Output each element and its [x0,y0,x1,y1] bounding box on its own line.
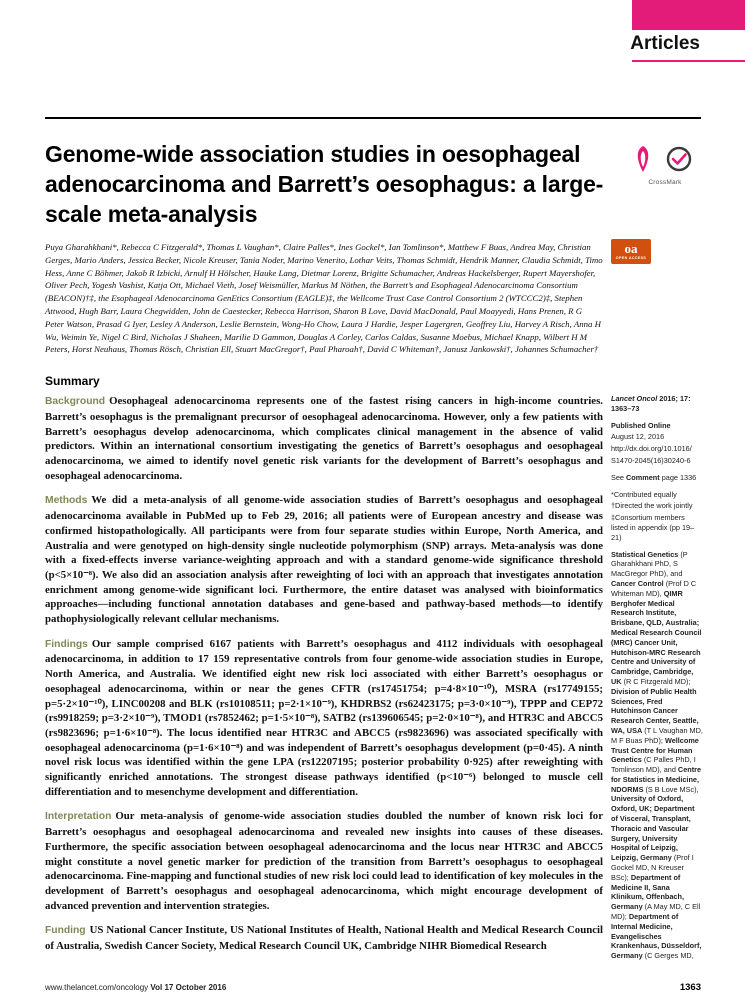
methods-label: Methods [45,495,88,507]
summary-funding [45,923,603,953]
findings-text: Our sample comprised 6167 patients with Barrett’s oesophagus and 4112 individuals with oesophageal adenocarcinoma, in addition to 17 159 representative controls from four genome-wide association studies in Europe, North America, and Australia. We identified eight new risk loci associated with either Barrett’s oesophagus or oesophageal adenocarcinoma, within or near the genes CFTR (rs17451754; p=4·8×10⁻¹⁰), MSRA (rs17749155; p=5·2×10⁻¹⁰), LINC00208 and BLK (rs10108511; p=2·1×10⁻⁹), KHDRBS2 (rs62423175; p=3·0×10⁻⁹), TPPP and CEP72 (rs9918259; p=3·2×10⁻⁹), TMOD1 (rs7852462; p=1·5×10⁻⁸), SATB2 (rs139606545; p=2·0×10⁻⁸), and HTR3C and ABCC5 (rs9823696; p=1·6×10⁻⁸). The locus identified near HTR3C and ABCC5 (rs9823696) was associated specifically with oesophageal adenocarcinoma (p=1·6×10⁻⁸) and was independent of Barrett’s oesophagus development (p=0·45). A ninth novel risk locus was identified within the gene LPA (rs12207195; posterior probability 0·925) after reweighting with significantly enriched annotations. The strongest disease pathways identified (p<10⁻⁶) belonged to muscle cell differentiation and to mesenchyme development and differentiation. [45,637,603,798]
findings-label: Findings [45,638,88,650]
note-consortium-appendix: ‡Consortium members listed in appendix (pp 19–21) [611,513,695,542]
methods-text: We did a meta-analysis of all genome-wide association studies of Barrett’s oesophagus and oesophageal adenocarcinoma available in PubMed up to Feb 29, 2016; all patients were of European ancestry and disease was confirmed histopathologically. All participants were from four separate studies within Europe, North America, and Australia and were genotyped on high-density single nucleotide polymorphism (SNP) arrays. Meta-analysis was done with a fixed-effects inverse variance-weighting approach and with a standard genome-wide significance threshold (p<5×10⁻⁸). We also did an association analysis after reweighting of loci with an approach that investigates annotation enrichment among genome-wide significant loci. Furthermore, the entire dataset was analysed with bioinformatics approaches—including functional annotation databases and gene-based and pathway-based methods—to identify pathophysiologically relevant cellular mechanisms. [45,494,603,626]
page-footer [45,982,701,993]
summary-methods [45,493,603,626]
interpretation-text: Our meta-analysis of genome-wide association studies doubled the number of known risk loci for Barrett’s oesophagus and oesophageal adenocarcinoma and revealed new insights into causes of these diseases. Furthermore, the specific association between oesophageal adenocarcinoma and the locus near HTR3C and ABCC5 might constitute a novel genetic marker for prediction of the transition from Barrett’s oesophagus to oesophageal adenocarcinoma. Fine-mapping and functional studies of new risk loci could lead to identification of key molecules in the development of Barrett’s oesophagus and oesophageal adenocarcinoma, which might encourage development of advanced prevention and intervention strategies. [45,810,603,912]
citation: Lancet Oncol 2016; 17: 1363–73 [611,394,691,413]
crossmark-icon[interactable] [629,145,701,186]
article-title: Genome-wide association studies in oesophageal adenocarcinoma and Barrett’s oesophagus: a large-scale meta-analysis [45,141,604,227]
open-access-badge [611,239,651,264]
summary-interpretation [45,809,603,913]
affiliations: Statistical Genetics (P Gharahkhani PhD, S MacGregor PhD), and Cancer Control (Prof D C Whiteman MD), QIMR Berghofer Medical Research Institute, Brisbane, QLD, Australia; Medical Research Council (MRC) Cancer Unit, Hutchison-MRC Research Centre and University of Cambridge, Cambridge, UK (R C Fitzgerald MD); Division of Public Health Sciences, Fred Hutchinson Cancer Research Center, Seattle, WA, USA (T L Vaughan MD, M F Buas PhD); Wellcome Trust Centre for Human Genetics (C Palles PhD, I Tomlinson MD), and Centre for Statistics in Medicine, NDORMS (S B Love MSc), University of Oxford, Oxford, UK; Department of Visceral, Transplant, Thoracic and Vascular Surgery, University Hospital of Leipzig, Leipzig, Germany (Prof I Gockel MD, N Kreuser BSc); Department of Medicine II, Sana Klinikum, Offenbach, Germany (A May MD, C Ell MD); Department of Internal Medicine, Evangelisches Krankenhaus, Düsseldorf, Germany (C Gerges MD, [611,549,703,961]
summary-heading: Summary [45,374,100,389]
funding-label: Funding [45,925,86,937]
main-column [45,139,603,964]
open-access-label: OPEN ACCESS [615,256,647,260]
open-access-abbr: oa [624,241,638,256]
author-list: Puya Gharahkhani*, Rebecca C Fitzgerald*, Thomas L Vaughan*, Claire Palles*, Ines Gockel*, Ian Tomlinson*, Matthew F Buas, Andrea May, Christian Gerges, Mario Anders, Jessica Becker, Nicole Kreuser, Tania Noder, Marino Venerito, Lothar Veits, Thomas Schmidt, Hendrik Manner, Claudia Schmidt, Timo Hess, Anne C Böhmer, Jakob R Izbicki, Arnulf H Hölscher, Hauke Lang, Dietmar Lorenz, Brigitte Schumacher, Andreas Hackelsberger, Rupert Mayershofer, Oliver Pech, Yogesh Vashist, Katja Ott, Michael Vieth, Josef Weismüller, Markus M Nöthen, the Barrett’s and Esophageal Adenocarcinoma Consortium (BEACON)†‡, the Esophageal Adenocarcinoma GenEtics Consortium (EAGLE)‡, the Wellcome Trust Case Control Consortium 2 (WTCCC2)‡, Stephen Attwood, Hugh Barr, Laura Chegwidden, John de Caestecker, Rebecca Harrison, Sharon B Love, David MacDonald, Paul Moayyedi, Hans Prenen, R G Peter Watson, Prasad G Iyer, Lesley A Anderson, Leslie Bernstein, Wong-Ho Chow, Laura J Hardie, Jesper Lagergren, Geoffrey Liu, Harvey A Risch, Anna H Wu, Weimin Ye, Nigel C Bird, Nicholas J Shaheen, Marilie D Gammon, Douglas A Corley, Carlos Caldas, Susanne Moebus, Michael Knapp, Wilbert H M Peters, Horst Neuhaus, Thomas Rösch, Christian Ell, Stuart MacGregor†, Paul Pharoah†, David C Whiteman†, Janusz Jankowski†, Johannes Schumacher† [45,242,603,355]
brand-underline [632,60,745,62]
header-rule [45,117,701,119]
note-contributed-equally: *Contributed equally [611,489,677,499]
crossmark-label: CrossMark [648,179,682,186]
footer-journal-url[interactable]: www.thelancet.com/oncology Vol 17 October 2016 [45,983,227,992]
crossmark-glyphs [633,145,697,173]
journal-brand-bar [632,0,745,30]
background-label: Background [45,396,106,408]
interpretation-label: Interpretation [45,811,112,823]
section-label: Articles [630,33,700,54]
see-comment-link[interactable]: See Comment page 1336 [611,472,697,482]
note-directed-jointly: †Directed the work jointly [611,501,693,511]
background-text: Oesophageal adenocarcinoma represents one of the fastest rising cancers in high-income countries. Barrett’s oesophagus is the premalignant precursor of oesophageal adenocarcinoma. However, only a few patients with Barrett’s oesophagus develop adenocarcinoma, which complicates clinical management in the absence of valid predictors. Within an international consortium investigating the genetics of Barrett’s oesophagus and oesophageal adenocarcinoma, we aimed to identify novel genetic risk variants for the development of Barrett’s oesophagus and oesophageal adenocarcinoma. [45,395,603,482]
sidebar-metadata [611,394,703,963]
published-date: August 12, 2016 [611,432,665,442]
summary-background [45,394,603,483]
funding-text: US National Cancer Institute, US National Institutes of Health, National Health and Medical Research Council of Australia, Swedish Cancer Society, Medical Research Council UK, Cambridge NIHR Biomedical Research [45,924,603,953]
doi-link-line1[interactable]: http://dx.doi.org/10.1016/ [611,444,692,454]
doi-link-line2[interactable]: S1470-2045(16)30240-6 [611,455,691,465]
summary-findings [45,637,603,800]
published-online-label: Published Online [611,420,671,430]
page-number: 1363 [679,982,701,993]
